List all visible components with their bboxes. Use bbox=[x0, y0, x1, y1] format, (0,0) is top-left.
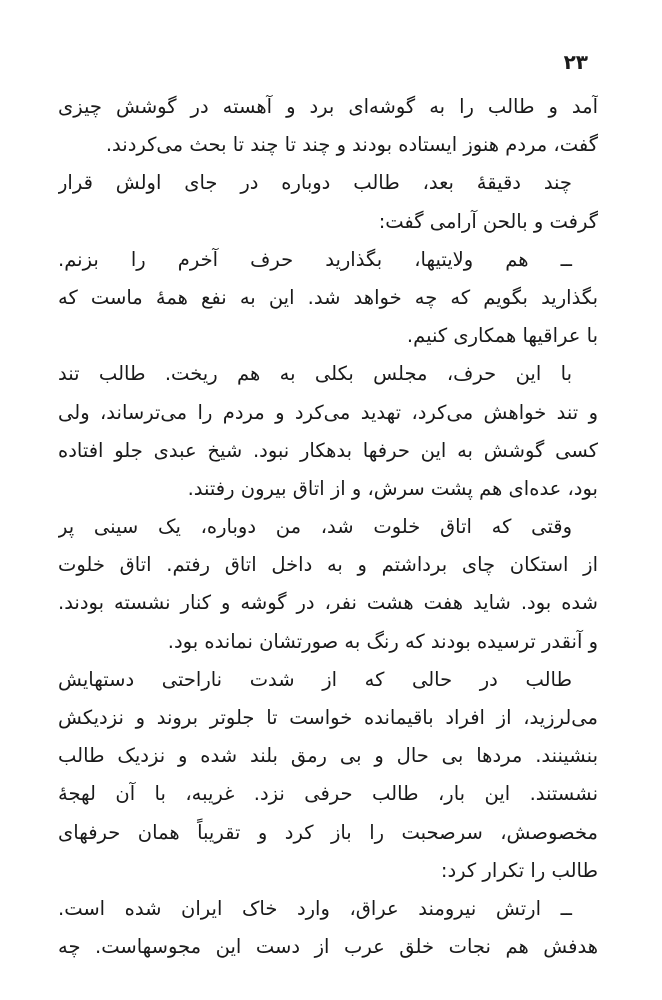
text-line: از استکان چای برداشتم و به داخل اتاق رفتم. اتاق خلوت bbox=[58, 553, 598, 577]
text-line: گفت، مردم هنوز ایستاده بودند و چند تا چند تا بحث می‌کردند. bbox=[105, 133, 598, 157]
text-line: مخصوصش، سرصحبت را باز کرد و تقریباً همان حرفهای bbox=[58, 820, 598, 844]
text-line: طالب در حالی که از شدت ناراحتی دستهایش bbox=[58, 667, 572, 691]
text-line: شده بود. شاید هفت هشت نفر، در گوشه و کنار نشسته بودند. bbox=[58, 591, 598, 615]
text-line: با این حرف، مجلس بکلی به هم ریخت. طالب تند bbox=[58, 362, 572, 386]
page-number: ۲۳ bbox=[563, 50, 588, 74]
text-line: آمد و طالب را به گوشه‌ای برد و آهسته در گوشش چیزی bbox=[58, 95, 598, 118]
text-line: ــ ارتش نیرومند عراق، وارد خاک ایران شده است. bbox=[58, 896, 572, 920]
text-line: طالب را تکرار کرد: bbox=[440, 858, 598, 882]
text-line: می‌لرزید، از افراد باقیمانده خواست تا جلوتر بروند و نزدیکش bbox=[58, 706, 598, 729]
text-line: و آنقدر ترسیده بودند که رنگ به صورتشان نمانده بود. bbox=[167, 629, 598, 653]
text-line: گرفت و بالحن آرامی گفت: bbox=[378, 209, 598, 233]
text-line: با عراقیها همکاری کنیم. bbox=[406, 324, 598, 348]
text-line: وقتی که اتاق خلوت شد، من دوباره، یک سینی پر bbox=[58, 515, 572, 539]
text-line: چند دقیقهٔ بعد، طالب دوباره در جای اولش قرار bbox=[58, 171, 572, 195]
text-line: بنشینند. مردها بی حال و بی رمق بلند شده و نزدیک طالب bbox=[58, 744, 598, 768]
text-line: و تند خواهش می‌کرد، تهدید می‌کرد و مردم را می‌ترساند، ولی bbox=[58, 400, 598, 424]
text-line: بگذارید بگویم که چه خواهد شد. این به نفع همهٔ ماست که bbox=[58, 285, 598, 309]
text-line: کسی گوشش به این حرفها بدهکار نبود. شیخ عبدی جلو افتاده bbox=[58, 438, 598, 462]
text-line: ــ هم ولایتیها، بگذارید حرف آخرم را بزنم. bbox=[58, 247, 572, 271]
text-line: نشستند. این بار، طالب حرفی نزد. غریبه، با آن لهجهٔ bbox=[58, 782, 598, 806]
text-line: بود، عده‌ای هم پشت سرش، و از اتاق بیرون رفتند. bbox=[187, 476, 598, 500]
body-text bbox=[58, 88, 598, 966]
text-line: هدفش هم نجات خلق عرب از دست این مجوسهاست. چه bbox=[58, 935, 598, 959]
